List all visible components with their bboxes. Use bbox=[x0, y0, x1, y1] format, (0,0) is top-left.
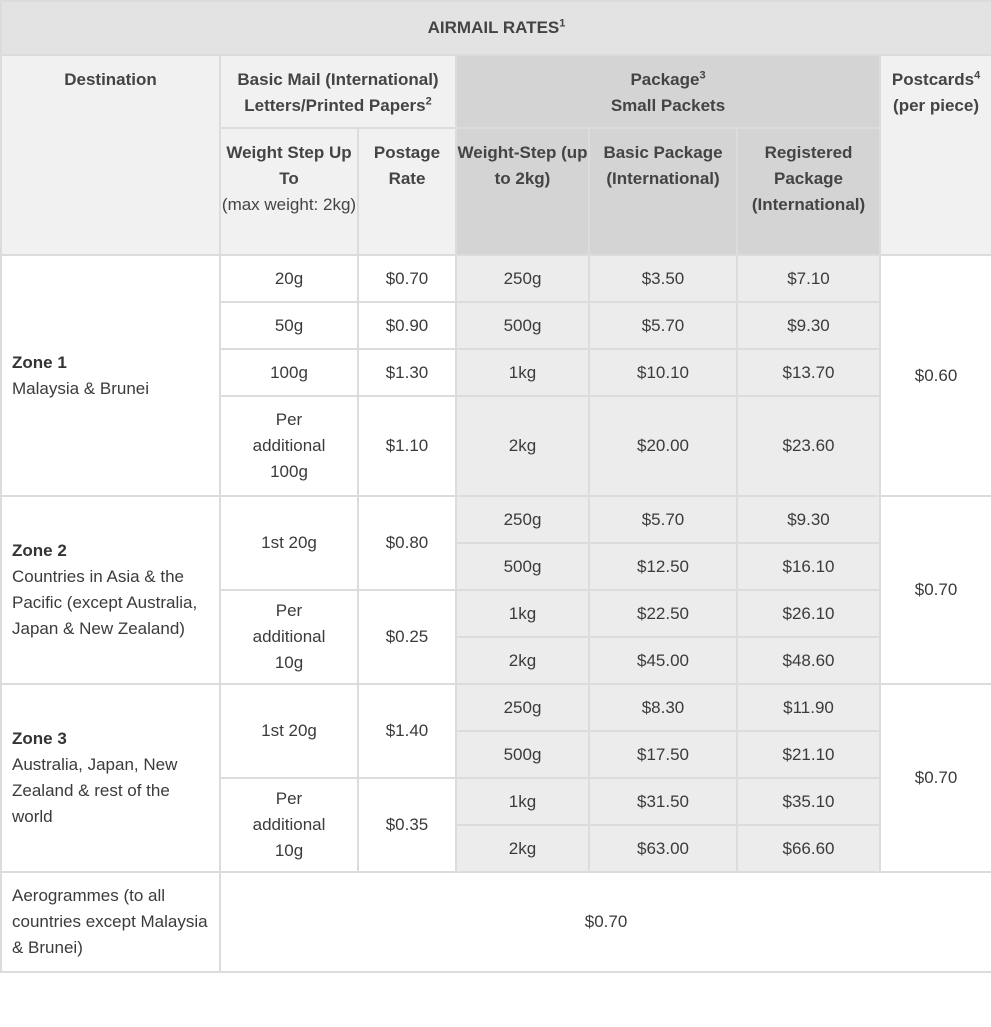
postcards-header: Postcards$^4$ (per piece) bbox=[880, 55, 991, 255]
letter-weight-cell: 1st 20g bbox=[220, 684, 358, 778]
package-weight-step-header: Weight-Step (up to 2kg) bbox=[456, 128, 589, 255]
zone-3-destination: Zone 3 Australia, Japan, New Zealand & rest of the world bbox=[1, 684, 220, 872]
basic-package-cell: $45.00 bbox=[589, 637, 737, 684]
basic-package-cell: $3.50 bbox=[589, 255, 737, 302]
package-weight-cell: 500g bbox=[456, 731, 589, 778]
letter-weight-cell: 50g bbox=[220, 302, 358, 349]
destination-header: Destination bbox=[1, 55, 220, 255]
basic-package-cell: $8.30 bbox=[589, 684, 737, 731]
registered-package-cell: $23.60 bbox=[737, 396, 880, 496]
letter-rate-cell: $0.90 bbox=[358, 302, 456, 349]
table-row bbox=[1, 255, 991, 302]
letter-weight-cell: Per additional 10g bbox=[220, 590, 358, 684]
registered-package-cell: $21.10 bbox=[737, 731, 880, 778]
package-header: Package$^3$ Small Packets bbox=[456, 55, 880, 128]
registered-package-cell: $13.70 bbox=[737, 349, 880, 396]
letter-rate-cell: $1.30 bbox=[358, 349, 456, 396]
basic-package-cell: $5.70 bbox=[589, 302, 737, 349]
letter-rate-cell: $0.25 bbox=[358, 590, 456, 684]
letter-weight-cell: Per additional 100g bbox=[220, 396, 358, 496]
letter-weight-cell: 1st 20g bbox=[220, 496, 358, 590]
letter-rate-cell: $1.40 bbox=[358, 684, 456, 778]
package-weight-cell: 500g bbox=[456, 543, 589, 590]
postcard-rate-cell: $0.60 bbox=[880, 255, 991, 496]
package-weight-cell: 250g bbox=[456, 684, 589, 731]
registered-package-cell: $48.60 bbox=[737, 637, 880, 684]
basic-package-cell: $10.10 bbox=[589, 349, 737, 396]
zone-1-destination: Zone 1 Malaysia & Brunei bbox=[1, 255, 220, 496]
registered-package-cell: $26.10 bbox=[737, 590, 880, 637]
package-weight-cell: 250g bbox=[456, 496, 589, 543]
basic-package-cell: $17.50 bbox=[589, 731, 737, 778]
letter-rate-cell: $1.10 bbox=[358, 396, 456, 496]
registered-package-cell: $16.10 bbox=[737, 543, 880, 590]
registered-package-cell: $11.90 bbox=[737, 684, 880, 731]
zone-2-destination: Zone 2 Countries in Asia & the Pacific (except Australia, Japan & New Zealand) bbox=[1, 496, 220, 684]
postcard-rate-cell: $0.70 bbox=[880, 496, 991, 684]
table-title: AIRMAIL RATES$^1$ bbox=[1, 1, 991, 55]
package-weight-cell: 1kg bbox=[456, 778, 589, 825]
basic-package-cell: $22.50 bbox=[589, 590, 737, 637]
basic-package-cell: $5.70 bbox=[589, 496, 737, 543]
weight-step-header: Weight Step Up To (max weight: 2kg) bbox=[220, 128, 358, 255]
registered-package-cell: $35.10 bbox=[737, 778, 880, 825]
basic-package-header: Basic Package (International) bbox=[589, 128, 737, 255]
basic-package-cell: $31.50 bbox=[589, 778, 737, 825]
aerogrammes-row bbox=[1, 872, 991, 972]
registered-package-cell: $9.30 bbox=[737, 496, 880, 543]
letter-rate-cell: $0.80 bbox=[358, 496, 456, 590]
package-weight-cell: 2kg bbox=[456, 637, 589, 684]
basic-mail-header: Basic Mail (International) Letters/Printed Papers$^2$ bbox=[220, 55, 456, 128]
registered-package-header: Registered Package (International) bbox=[737, 128, 880, 255]
basic-package-cell: $63.00 bbox=[589, 825, 737, 872]
table-row bbox=[1, 684, 991, 731]
postcard-rate-cell: $0.70 bbox=[880, 684, 991, 872]
package-weight-cell: 250g bbox=[456, 255, 589, 302]
registered-package-cell: $66.60 bbox=[737, 825, 880, 872]
aerogrammes-rate: $0.70 bbox=[220, 872, 991, 972]
letter-rate-cell: $0.35 bbox=[358, 778, 456, 872]
package-weight-cell: 1kg bbox=[456, 590, 589, 637]
package-weight-cell: 500g bbox=[456, 302, 589, 349]
letter-rate-cell: $0.70 bbox=[358, 255, 456, 302]
letter-weight-cell: 20g bbox=[220, 255, 358, 302]
package-weight-cell: 2kg bbox=[456, 396, 589, 496]
registered-package-cell: $7.10 bbox=[737, 255, 880, 302]
package-weight-cell: 2kg bbox=[456, 825, 589, 872]
registered-package-cell: $9.30 bbox=[737, 302, 880, 349]
postage-rate-header: Postage Rate bbox=[358, 128, 456, 255]
letter-weight-cell: 100g bbox=[220, 349, 358, 396]
table-row bbox=[1, 496, 991, 543]
aerogrammes-label: Aerogrammes (to all countries except Malaysia & Brunei) bbox=[1, 872, 220, 972]
package-weight-cell: 1kg bbox=[456, 349, 589, 396]
basic-package-cell: $20.00 bbox=[589, 396, 737, 496]
basic-package-cell: $12.50 bbox=[589, 543, 737, 590]
letter-weight-cell: Per additional 10g bbox=[220, 778, 358, 872]
